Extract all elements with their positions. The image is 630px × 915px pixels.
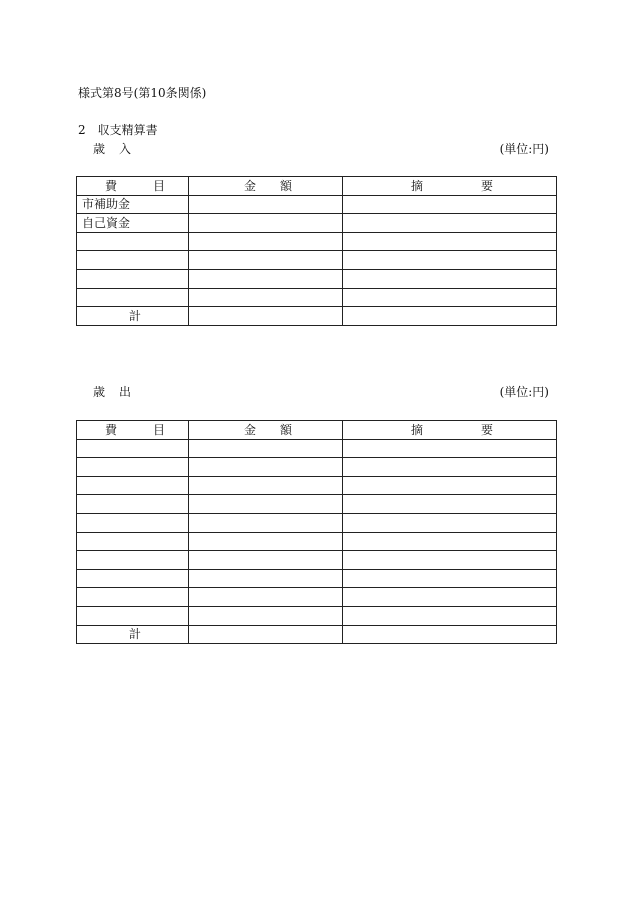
expense-cell-item[interactable]	[77, 606, 189, 625]
expense-cell-item[interactable]	[77, 532, 189, 551]
income-unit-label: (単位:円)	[499, 142, 549, 156]
expense-cell-amount[interactable]	[189, 439, 343, 458]
form-number: 様式第8号(第10条関係)	[78, 86, 207, 100]
expense-total-note[interactable]	[343, 625, 557, 644]
expense-cell-item[interactable]	[77, 569, 189, 588]
expense-table-row	[77, 569, 557, 588]
expense-cell-note[interactable]	[343, 476, 557, 495]
income-table-row	[77, 232, 557, 251]
expense-table-row	[77, 476, 557, 495]
expense-cell-item[interactable]	[77, 439, 189, 458]
expense-cell-note[interactable]	[343, 569, 557, 588]
income-total-label: 計	[77, 307, 189, 326]
income-total-row	[77, 307, 557, 326]
income-header-item: 費目	[77, 177, 189, 196]
income-cell-amount[interactable]	[189, 195, 343, 214]
income-cell-amount[interactable]	[189, 232, 343, 251]
expense-cell-note[interactable]	[343, 439, 557, 458]
expense-table-row	[77, 551, 557, 570]
income-cell-note[interactable]	[343, 195, 557, 214]
expense-cell-note[interactable]	[343, 588, 557, 607]
income-cell-note[interactable]	[343, 214, 557, 233]
expense-cell-note[interactable]	[343, 495, 557, 514]
income-table-row	[77, 195, 557, 214]
expense-table-row	[77, 458, 557, 477]
expense-header-item: 費目	[77, 421, 189, 440]
expense-table	[76, 420, 557, 644]
expense-cell-note[interactable]	[343, 551, 557, 570]
income-total-amount[interactable]	[189, 307, 343, 326]
income-header-amount: 金額	[189, 177, 343, 196]
expense-cell-amount[interactable]	[189, 495, 343, 514]
income-cell-amount[interactable]	[189, 214, 343, 233]
income-cell-item[interactable]: 自己資金	[77, 214, 189, 233]
expense-cell-item[interactable]	[77, 476, 189, 495]
expense-cell-amount[interactable]	[189, 513, 343, 532]
expense-unit-label: (単位:円)	[499, 385, 549, 399]
expense-header-row	[77, 421, 557, 440]
expense-header-note: 摘要	[343, 421, 557, 440]
expense-cell-amount[interactable]	[189, 606, 343, 625]
income-cell-item[interactable]: 市補助金	[77, 195, 189, 214]
income-table-row	[77, 251, 557, 270]
expense-table-row	[77, 513, 557, 532]
income-heading: 歳入	[93, 142, 146, 156]
expense-total-amount[interactable]	[189, 625, 343, 644]
expense-header-amount: 金額	[189, 421, 343, 440]
income-cell-item[interactable]	[77, 288, 189, 307]
expense-table-row	[77, 588, 557, 607]
income-cell-note[interactable]	[343, 269, 557, 288]
expense-table-row	[77, 495, 557, 514]
expense-cell-item[interactable]	[77, 495, 189, 514]
expense-cell-amount[interactable]	[189, 588, 343, 607]
income-table-row	[77, 269, 557, 288]
expense-total-row	[77, 625, 557, 644]
expense-cell-item[interactable]	[77, 458, 189, 477]
income-table-row	[77, 214, 557, 233]
expense-cell-amount[interactable]	[189, 458, 343, 477]
expense-cell-item[interactable]	[77, 551, 189, 570]
expense-cell-note[interactable]	[343, 458, 557, 477]
expense-cell-note[interactable]	[343, 606, 557, 625]
expense-cell-item[interactable]	[77, 513, 189, 532]
expense-cell-amount[interactable]	[189, 532, 343, 551]
section-title: 2 収支精算書	[78, 123, 158, 137]
income-table-row	[77, 288, 557, 307]
expense-cell-amount[interactable]	[189, 551, 343, 570]
income-cell-amount[interactable]	[189, 269, 343, 288]
expense-cell-amount[interactable]	[189, 476, 343, 495]
income-cell-note[interactable]	[343, 288, 557, 307]
expense-heading: 歳出	[93, 385, 146, 399]
income-total-note[interactable]	[343, 307, 557, 326]
expense-table-row	[77, 439, 557, 458]
income-cell-item[interactable]	[77, 269, 189, 288]
income-header-row	[77, 177, 557, 196]
income-cell-note[interactable]	[343, 232, 557, 251]
income-cell-amount[interactable]	[189, 288, 343, 307]
income-table	[76, 176, 557, 326]
income-cell-amount[interactable]	[189, 251, 343, 270]
expense-cell-item[interactable]	[77, 588, 189, 607]
expense-cell-amount[interactable]	[189, 569, 343, 588]
expense-table-row	[77, 532, 557, 551]
expense-total-label: 計	[77, 625, 189, 644]
income-header-note: 摘要	[343, 177, 557, 196]
expense-table-row	[77, 606, 557, 625]
income-cell-note[interactable]	[343, 251, 557, 270]
income-cell-item[interactable]	[77, 232, 189, 251]
expense-cell-note[interactable]	[343, 532, 557, 551]
income-cell-item[interactable]	[77, 251, 189, 270]
expense-cell-note[interactable]	[343, 513, 557, 532]
